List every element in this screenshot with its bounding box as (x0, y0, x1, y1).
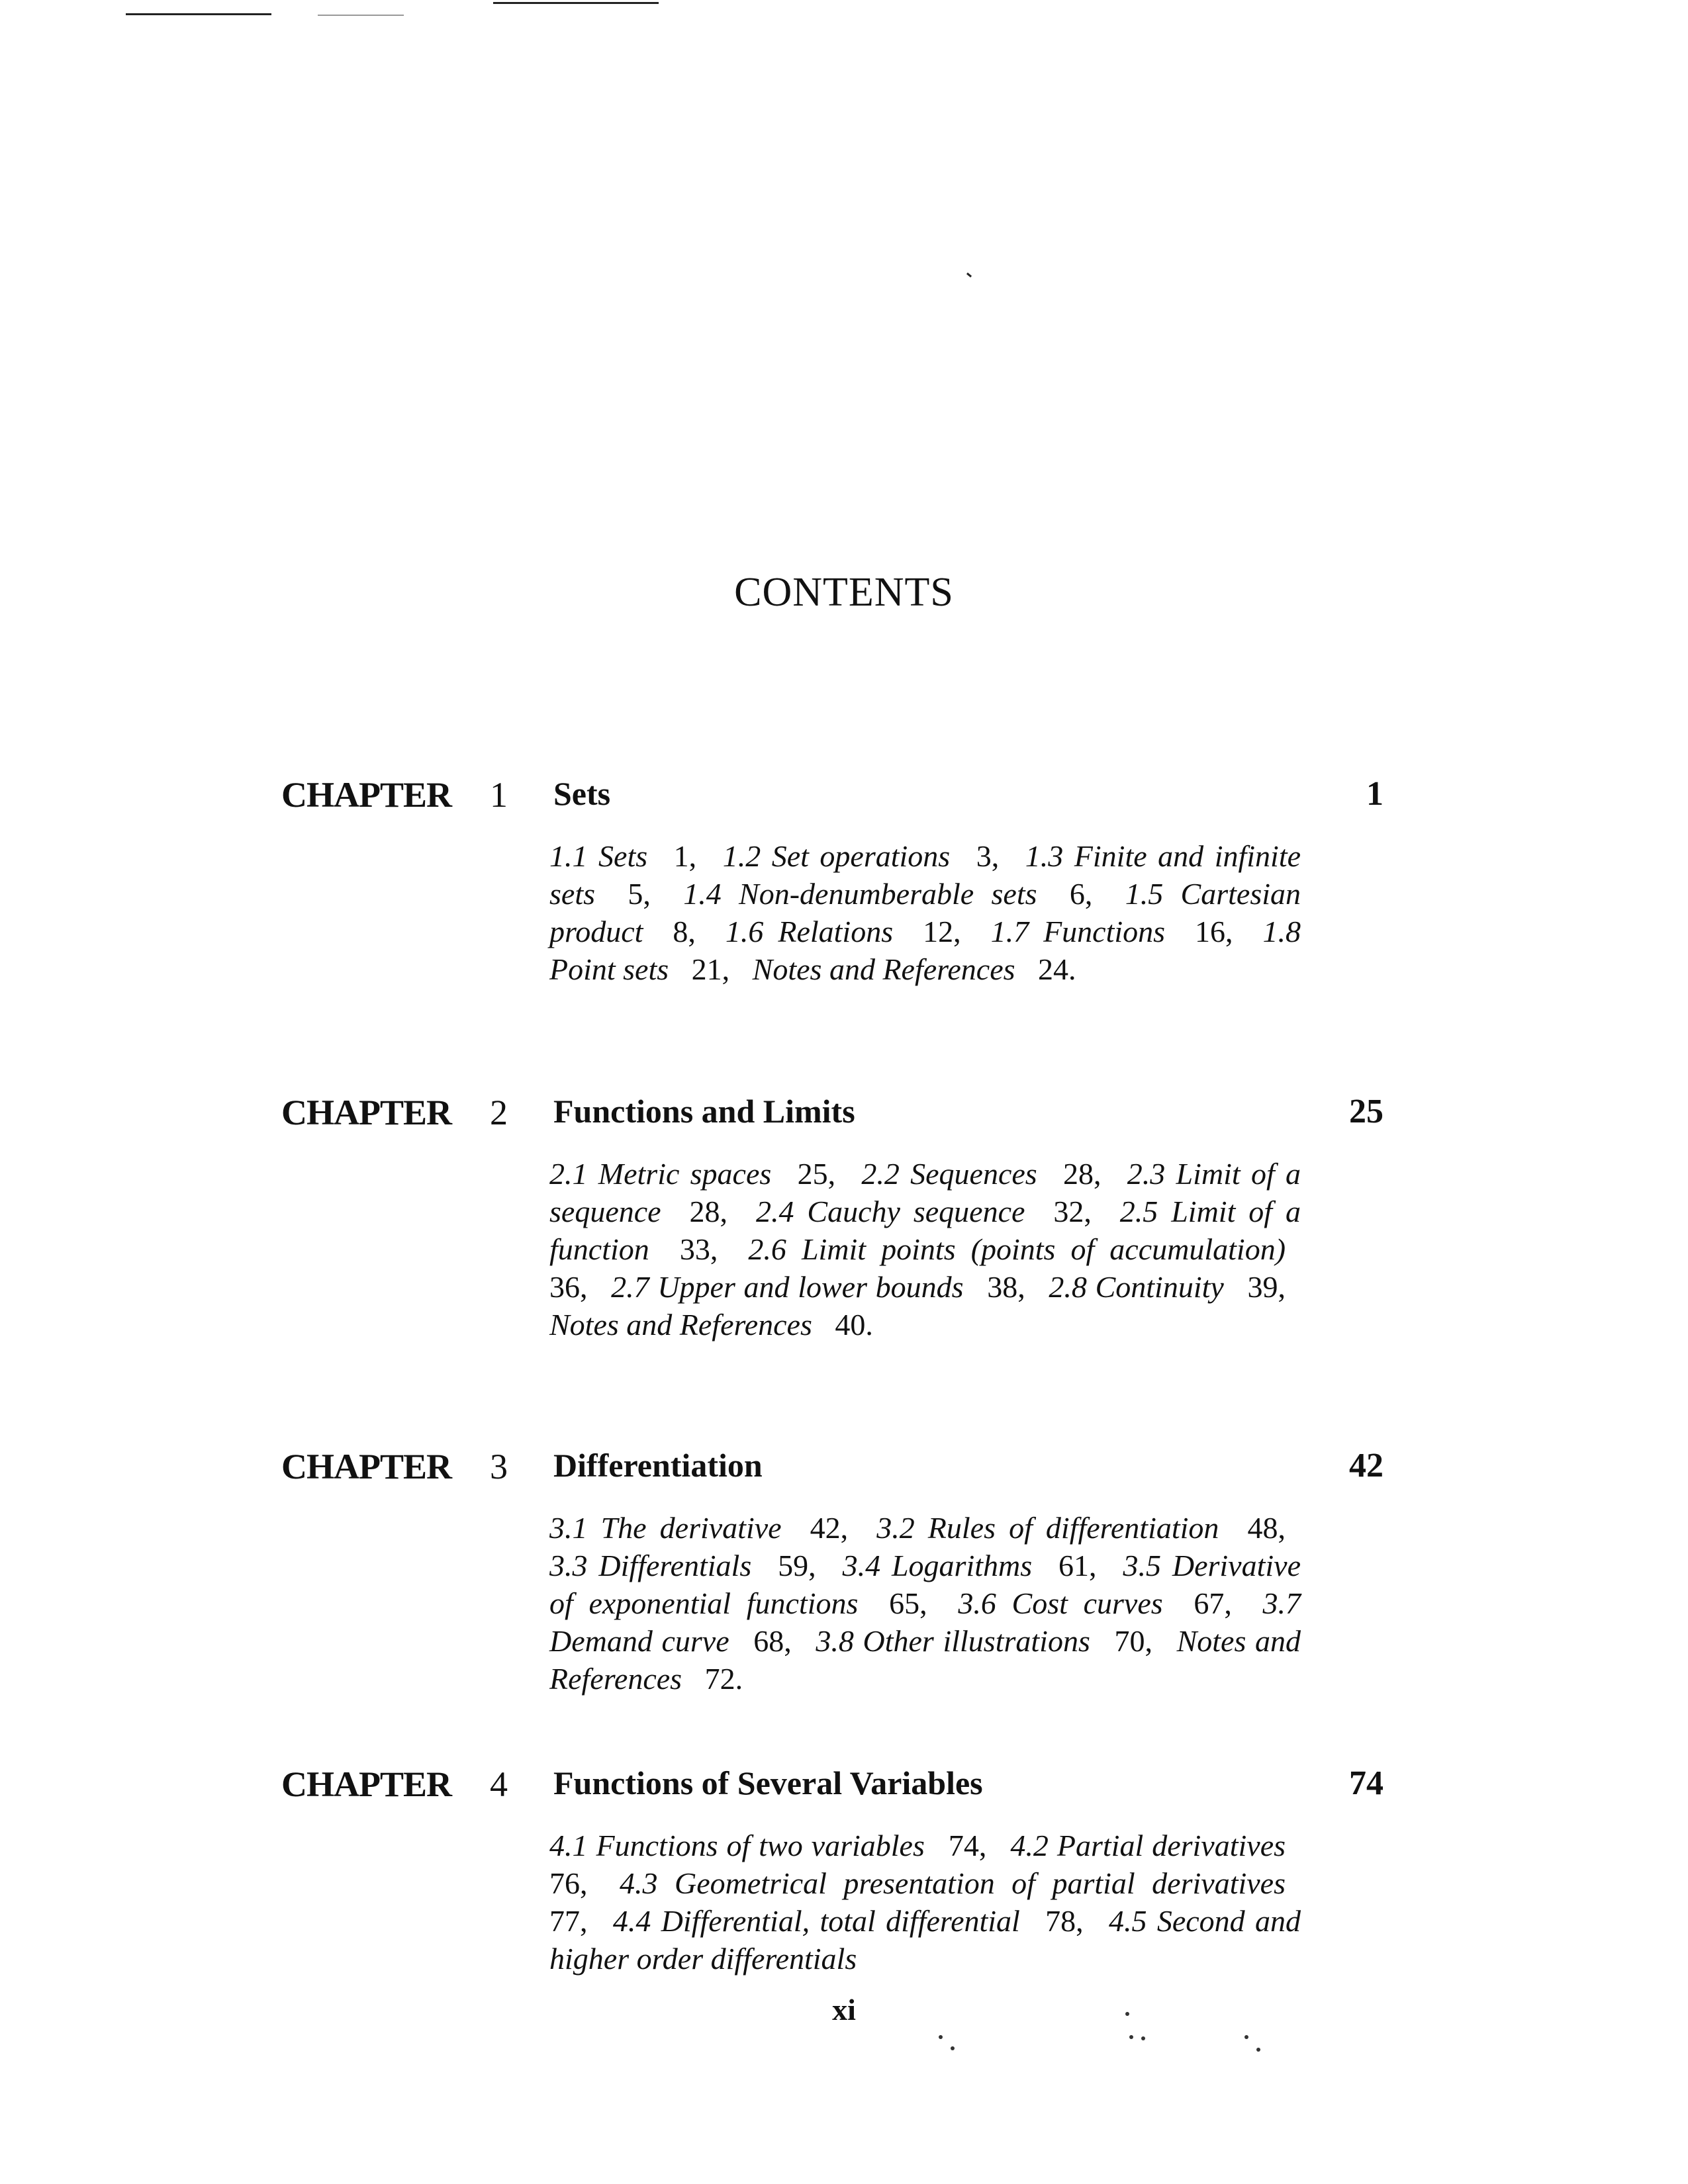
section-title: 3.2 Rules of differentiation (876, 1511, 1219, 1545)
section-title: 2.5 Limit of a function (549, 1195, 1301, 1266)
section-title: 2.3 Limit of a sequence (549, 1157, 1301, 1228)
section-title: 4.3 Geometrical presentation of partial derivatives (620, 1866, 1286, 1900)
section-page-number: 67 (1194, 1586, 1225, 1620)
section-title: 3.7 Demand curve (549, 1586, 1301, 1658)
section-title: 3.4 Logarithms (842, 1549, 1033, 1582)
section-page-number: 77 (549, 1904, 580, 1938)
section-page-number: 33 (679, 1232, 710, 1266)
chapter-number: 2 (490, 1093, 508, 1132)
section-page-number: 39 (1247, 1270, 1278, 1304)
chapter-title: Sets (553, 775, 611, 812)
chapter-number: 1 (490, 775, 508, 815)
section-title: Notes and References (549, 1624, 1301, 1696)
section-page-number: 38 (987, 1270, 1018, 1304)
section-title: 1.3 Finite and infinite sets (549, 839, 1301, 911)
section-title: 4.1 Functions of two variables (549, 1829, 925, 1862)
section-page-number: 28 (689, 1195, 720, 1228)
section-page-number: 8 (673, 915, 688, 948)
section-page-number: 3 (976, 839, 992, 873)
scan-artifact-dot (1125, 2012, 1129, 2016)
scan-artifact-mark (966, 273, 972, 277)
section-page-number: 78 (1045, 1904, 1076, 1938)
section-page-number: 32 (1053, 1195, 1084, 1228)
scan-artifact-line (318, 15, 404, 16)
section-title: 2.6 Limit points (points of accumulation) (748, 1232, 1286, 1266)
scan-artifact-dot (1141, 2036, 1145, 2040)
section-title: 3.5 Derivative of exponential functions (549, 1549, 1301, 1620)
section-title: Notes and References (752, 952, 1015, 986)
chapter-page-number: 74 (1349, 1764, 1383, 1802)
scan-artifact-dot (1129, 2035, 1133, 2039)
section-title: 4.5 Second and higher order differentials (549, 1904, 1301, 1976)
section-page-number: 5 (628, 877, 643, 911)
chapter-number: 4 (490, 1764, 508, 1804)
scan-artifact-dot (1244, 2035, 1248, 2039)
chapter-page-number: 42 (1349, 1447, 1383, 1484)
chapter-label: CHAPTER (281, 1093, 452, 1132)
section-page-number: 74 (948, 1829, 979, 1862)
section-title: 4.2 Partial derivatives (1010, 1829, 1286, 1862)
section-title: 2.1 Metric spaces (549, 1157, 772, 1191)
section-page-number: 59 (778, 1549, 809, 1582)
scan-artifact-dot (1256, 2048, 1260, 2052)
chapter-number: 3 (490, 1447, 508, 1486)
section-title: 3.6 Cost curves (958, 1586, 1163, 1620)
section-page-number: 1 (673, 839, 689, 873)
section-title: 1.4 Non-denumberable sets (683, 877, 1037, 911)
section-page-number: 61 (1058, 1549, 1090, 1582)
section-page-number: 6 (1069, 877, 1085, 911)
section-page-number: 42 (810, 1511, 841, 1545)
section-title: Notes and References (549, 1308, 812, 1342)
section-page-number: 21 (691, 952, 722, 986)
section-page-number: 76 (549, 1866, 580, 1900)
section-page-number: 65 (889, 1586, 920, 1620)
chapter-sections: 4.1 Functions of two variables 74, 4.2 Partial derivatives 76, 4.3 Geometrical presentation of partial derivatives 77, 4.4 Differential, total differential 78, 4.5 Second and higher order differentials (549, 1829, 1301, 1976)
section-title: 2.8 Continuity (1049, 1270, 1224, 1304)
chapter-page-number: 1 (1366, 775, 1383, 813)
section-title: 2.7 Upper and lower bounds (611, 1270, 964, 1304)
section-page-number: 24 (1038, 952, 1069, 986)
chapter-label: CHAPTER (281, 775, 452, 815)
page-title: CONTENTS (734, 570, 954, 615)
section-page-number: 36 (549, 1270, 580, 1304)
chapter-title: Functions and Limits (553, 1093, 855, 1130)
chapter-title: Differentiation (553, 1447, 763, 1484)
section-title: 1.2 Set operations (722, 839, 951, 873)
section-title: 2.4 Cauchy sequence (755, 1195, 1025, 1228)
section-page-number: 70 (1114, 1624, 1145, 1658)
scan-artifact-line (126, 13, 271, 15)
section-page-number: 28 (1062, 1157, 1094, 1191)
section-title: 1.7 Functions (990, 915, 1166, 948)
section-page-number: 48 (1247, 1511, 1278, 1545)
section-title: 2.2 Sequences (861, 1157, 1037, 1191)
section-title: 3.1 The derivative (549, 1511, 782, 1545)
chapter-title: Functions of Several Variables (553, 1764, 983, 1801)
section-title: 1.8 Point sets (549, 915, 1301, 986)
scan-artifact-dot (939, 2035, 943, 2039)
section-title: 1.5 Cartesian product (549, 877, 1301, 948)
section-page-number: 25 (797, 1157, 828, 1191)
chapter-sections: 2.1 Metric spaces 25, 2.2 Sequences 28, 2.3 Limit of a sequence 28, 2.4 Cauchy sequence 32, 2.5 Limit of a function 33, 2.6 Limit points (points of accumulation) 36, 2.7 Upper and lower bounds 38, 2.8 Continuity 39, Notes and References 40. (549, 1157, 1301, 1342)
chapter-sections: 3.1 The derivative 42, 3.2 Rules of differentiation 48, 3.3 Differentials 59, 3.4 Logarithms 61, 3.5 Derivative of exponential functions 65, 3.6 Cost curves 67, 3.7 Demand curve 68, 3.8 Other illustrations 70, Notes and References 72. (549, 1511, 1301, 1696)
chapter-page-number: 25 (1349, 1093, 1383, 1130)
section-title: 1.1 Sets (549, 839, 648, 873)
page-number: xi (832, 1993, 856, 2026)
chapter-label: CHAPTER (281, 1764, 452, 1804)
section-page-number: 68 (753, 1624, 784, 1658)
section-page-number: 40 (835, 1308, 866, 1342)
section-page-number: 12 (923, 915, 954, 948)
section-title: 3.3 Differentials (549, 1549, 752, 1582)
scan-artifact-dot (951, 2046, 955, 2050)
section-title: 3.8 Other illustrations (816, 1624, 1090, 1658)
chapter-sections: 1.1 Sets 1, 1.2 Set operations 3, 1.3 Finite and infinite sets 5, 1.4 Non-denumberable sets 6, 1.5 Cartesian product 8, 1.6 Relations 12, 1.7 Functions 16, 1.8 Point sets 21, Notes and References 24. (549, 839, 1301, 986)
section-title: 1.6 Relations (725, 915, 894, 948)
section-page-number: 16 (1195, 915, 1226, 948)
section-title: 4.4 Differential, total differential (612, 1904, 1020, 1938)
section-page-number: 72 (704, 1662, 735, 1696)
chapter-label: CHAPTER (281, 1447, 452, 1486)
scan-artifact-line (493, 2, 659, 4)
